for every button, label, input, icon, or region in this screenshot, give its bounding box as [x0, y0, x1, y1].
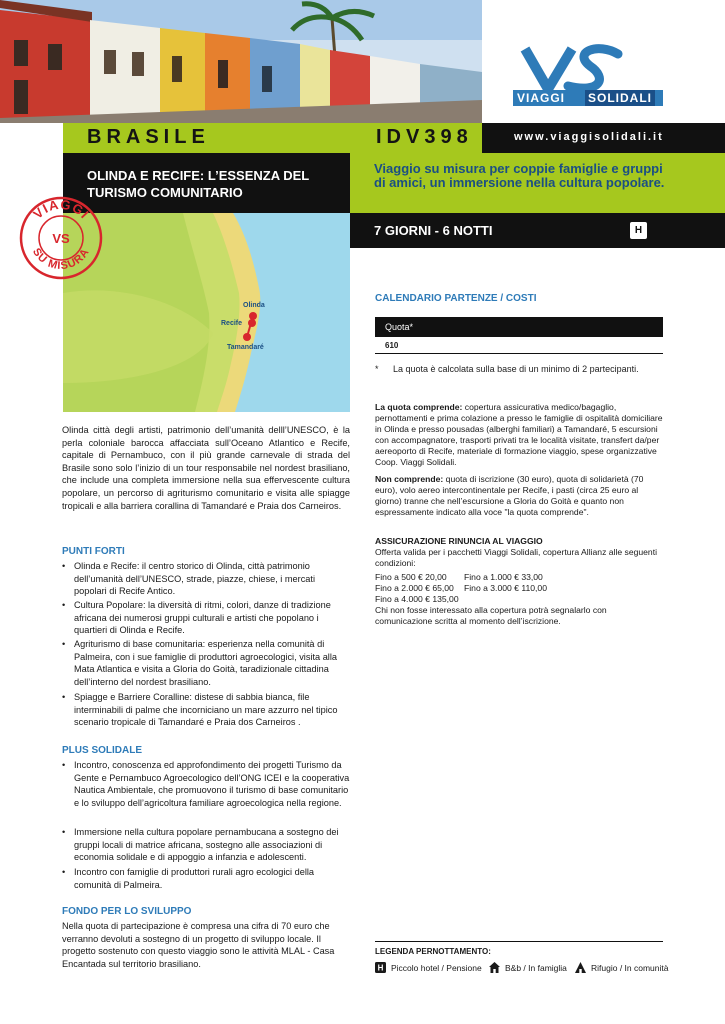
- list-item: • Cultura Popolare: la diversità di ritmi, colori, danze di tradizione africana dei numerosi gruppi culturali e artisti che popolano i quartieri di Olinda e Recife.: [62, 599, 350, 637]
- trip-subtitle: OLINDA E RECIFE: L’ESSENZA DEL TURISMO COMUNITARIO: [87, 168, 309, 200]
- comprende-label: La quota comprende:: [375, 402, 463, 412]
- insurance-outro: Chi non fosse interessato alla copertura potrà segnalarlo con comunicazione scritta al momento dell’iscrizione.: [375, 605, 607, 626]
- map-label-olinda: Olinda: [243, 302, 265, 309]
- title-band: [63, 123, 482, 153]
- country-title: BRASILE: [87, 126, 210, 148]
- duration-band: [350, 213, 725, 248]
- house-icon: [489, 962, 500, 973]
- hut-icon: [575, 962, 586, 973]
- list-item: • Spiagge e Barriere Coralline: distese di sabbia bianca, file interminabili di palme che incorniciano un mare azzurro nel tipico scenario tropicale di Tamandaré e Praia dos Carneiros .: [62, 691, 350, 729]
- non-comprende-text: quota di iscrizione (30 euro), quota di solidarietà (70 euro), volo aereo intercontinentale per Recife, i pasti (circa 25 euro al giorno) tranne che nell’escursione a Gloria do Goità e quanto non espressamente indicato alla voce "la quota comprende".: [375, 474, 644, 517]
- viaggi-su-misura-stamp: [18, 195, 104, 281]
- map-marker-recife: [248, 319, 256, 327]
- viaggi-solidali-logo-mark: [520, 44, 630, 94]
- svg-text:H: H: [377, 963, 384, 973]
- insurance-cell: Fino a 4.000 € 135,00: [375, 594, 459, 604]
- insurance-row: [375, 572, 553, 583]
- trip-subtitle-box: [63, 153, 350, 213]
- map-label-recife: Recife: [221, 320, 243, 327]
- stamp-top-text: VIAGGI: [30, 196, 93, 222]
- small-hotel-icon: [375, 962, 386, 973]
- trip-code: IDV398: [376, 126, 473, 148]
- legend-label: Rifugio / In comunità: [591, 963, 669, 973]
- note-text: La quota è calcolata sulla base di un minimo di 2 partecipanti.: [393, 364, 639, 374]
- insurance-row: [375, 594, 464, 605]
- map-marker-tamandare: [243, 333, 251, 341]
- legend-divider: [375, 941, 663, 942]
- logo-word-viaggi: VIAGGI: [517, 91, 566, 105]
- insurance-row: [375, 583, 553, 594]
- quota-header: [375, 317, 663, 337]
- legend-title: LEGENDA PERNOTTAMENTO:: [375, 947, 491, 956]
- stamp-bottom-text: SU MISURA: [30, 246, 93, 273]
- insurance-cell: Fino a 2.000 € 65,00: [375, 583, 454, 593]
- svg-text:VIAGGI: [30, 197, 92, 222]
- list-item: • Incontro con famiglie di produttori rurali agro ecologici della comunità di Palmeira.: [62, 866, 350, 891]
- logo-word-solidali: SOLIDALI: [585, 90, 655, 106]
- hotel-icon: H: [630, 222, 647, 239]
- list-item: • Incontro, conoscenza ed approfondimento dei progetti Turismo da Gente e Pernambuco Agroecologico dell’ONG ICEI e la cooperativa Nautica Ambientale, che promuovono il turismo di base comunitario e lo sviluppo dell’agricoltura familiare agroecologica nella regione.: [62, 759, 350, 809]
- quota-note: [375, 364, 639, 374]
- non-comprende-label: Non comprende:: [375, 474, 444, 484]
- trip-description: Viaggio su misura per coppie famiglie e gruppi di amici, un immersione nella cultura popolare.: [374, 161, 665, 190]
- legend-item-rifugio: [575, 962, 668, 973]
- punti-forti-title: PUNTI FORTI: [62, 546, 125, 557]
- note-asterisk: *: [375, 364, 379, 374]
- insurance-cell: Fino a 500 € 20,00: [375, 572, 447, 582]
- list-item: • Agriturismo di base comunitaria: esperienza nella comunità di Palmeira, con i sue famiglie di produttori agroecologici, visita alla Mata Atlantica e visita a Gloria do Goità, taradizionale cittadina dell’interno del nordest brasiliano.: [62, 638, 350, 688]
- quota-comprende: [375, 402, 665, 468]
- insurance-cell: Fino a 3.000 € 110,00: [464, 583, 547, 593]
- quota-row: [375, 337, 663, 354]
- website-link[interactable]: www.viaggisolidali.it: [514, 131, 664, 143]
- quota-value: 610: [385, 341, 399, 350]
- stamp-center-text: VS: [52, 231, 70, 246]
- list-item: • Olinda e Recife: il centro storico di Olinda, città patrimonio dell’umanità dell’UNESCO, strade, piazze, chiese, i mercati popolari di Recife Antico.: [62, 560, 350, 598]
- calendar-title: CALENDARIO PARTENZE / COSTI: [375, 293, 537, 304]
- insurance-title: ASSICURAZIONE RINUNCIA AL VIAGGIO: [375, 536, 543, 546]
- quota-non-comprende: [375, 474, 665, 518]
- duration-label: 7 GIORNI - 6 NOTTI: [374, 223, 493, 238]
- insurance-cell: Fino a 1.000 € 33,00: [464, 572, 543, 582]
- trip-description-box: [350, 153, 725, 213]
- legend-label: B&b / In famiglia: [505, 963, 567, 973]
- header-photo: [0, 0, 482, 123]
- comprende-text: copertura assicurativa medico/bagaglio, pernottamenti e prima colazione a presso le famiglie di ospitalità domiciliare in Olinda e presso pousadas (alberghi familiari) a Tamandaré, 5 escursioni con accompagnatore, trasporti privati tra le località visitate, transfert da/per aereoporto di Recife, materiale di formazione viaggio, spese organizzative Coop. Viaggi Solidali.: [375, 402, 663, 467]
- logo-wordmark: [513, 90, 663, 106]
- legend-label: Piccolo hotel / Pensione: [391, 963, 482, 973]
- map-marker-olinda: [249, 312, 257, 320]
- fondo-title: FONDO PER LO SVILUPPO: [62, 906, 192, 917]
- fondo-text: Nella quota di partecipazione è compresa una cifra di 70 euro che verranno devoluti a sostegno di un progetto di sviluppo locale. Il progetto sostenuto con questo viaggio sono le attività MLAL - Casa Encantada sul territorio brasiliano.: [62, 921, 335, 969]
- legend-item-bnb: [489, 962, 567, 973]
- url-band: [482, 123, 725, 153]
- list-item: • Immersione nella cultura popolare pernambucana a sostegno dei gruppi locali di matrice africana, sostegno alle associazioni di economia solidale e di appoggio a infanzia e adolescenti.: [62, 826, 350, 864]
- plus-solidale-title: PLUS SOLIDALE: [62, 745, 143, 756]
- legend-item-hotel: [375, 962, 482, 973]
- quota-label: Quota*: [385, 322, 414, 332]
- map-label-tamandare: Tamandaré: [227, 344, 264, 351]
- svg-text:SU MISURA: [30, 246, 92, 272]
- insurance-intro: Offerta valida per i pacchetti Viaggi Solidali, copertura Allianz alle seguenti condizioni:: [375, 547, 658, 568]
- region-map: [63, 213, 350, 412]
- intro-paragraph: Olinda città degli artisti, patrimonio dell’umanità delll’UNESCO, è la perla coloniale barocca affacciata sull’Oceano Atlantico e Recife, capitale di Pernambuco, con il più grande carnevale di strada del Brasile sono solo l’inizio di un tour responsabile nel nordest brasiliano, che include una completa immersione nella sua effervescente cultura popolare, un percorso di agriturismo comunitario e visita alle spiagge tropicali e alla barriera corallina di Tamandaré e Praia dos Carneiros.: [62, 425, 350, 511]
